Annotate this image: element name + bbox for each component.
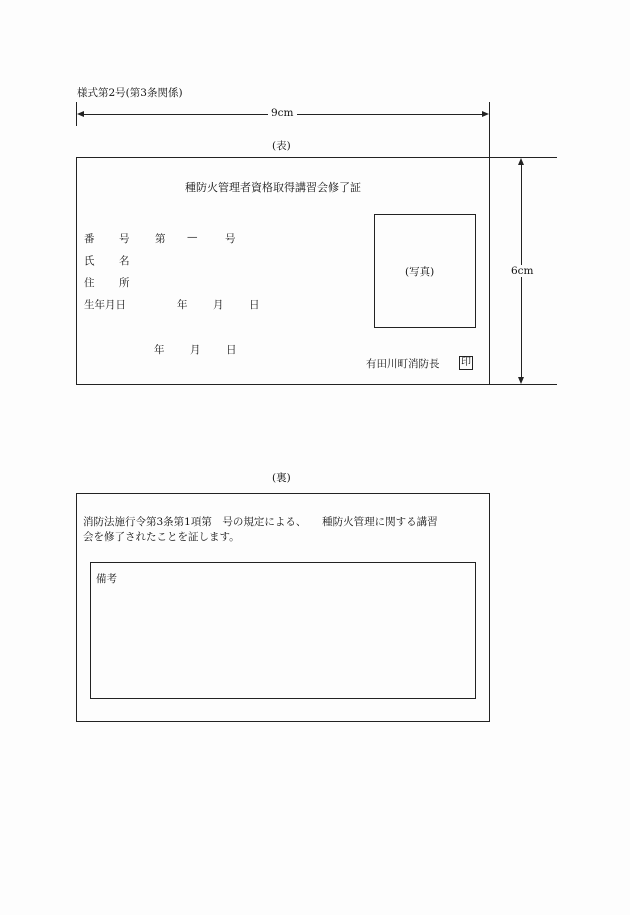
name-label-2: 名 bbox=[119, 255, 130, 267]
form-number: 様式第2号(第3条関係) bbox=[77, 87, 183, 99]
number-prefix: 第 bbox=[155, 233, 166, 245]
photo-label: (写真) bbox=[405, 266, 435, 278]
back-side-label: (裏) bbox=[272, 472, 291, 484]
address-label-2: 所 bbox=[119, 277, 130, 289]
name-label-1: 氏 bbox=[84, 255, 95, 267]
issue-year: 年 bbox=[154, 344, 165, 356]
arrow-up-icon bbox=[518, 158, 524, 165]
number-dash: — bbox=[187, 231, 198, 243]
dob-day: 日 bbox=[249, 299, 260, 311]
back-statement-line1: 消防法施行令第3条第1項第 号の規定による、 種防火管理に関する講習 bbox=[83, 516, 438, 528]
dob-year: 年 bbox=[177, 299, 188, 311]
issue-month: 月 bbox=[190, 344, 201, 356]
height-dimension-label: 6cm bbox=[508, 265, 537, 277]
issuer-name: 有田川町消防長 bbox=[366, 358, 440, 370]
back-statement-line2: 会を修了されたことを証します。 bbox=[83, 531, 240, 543]
width-dimension-label: 9cm bbox=[268, 107, 297, 119]
width-dimension-right-tick bbox=[489, 102, 490, 158]
arrow-right-icon bbox=[482, 111, 489, 117]
remarks-label: 備考 bbox=[96, 573, 117, 585]
number-suffix: 号 bbox=[225, 233, 236, 245]
height-dimension-bottom-ext bbox=[489, 384, 557, 385]
arrow-left-icon bbox=[77, 111, 84, 117]
number-label-2: 号 bbox=[119, 233, 130, 245]
issue-day: 日 bbox=[226, 344, 237, 356]
address-label-1: 住 bbox=[84, 277, 95, 289]
remarks-box bbox=[90, 562, 476, 699]
dob-label: 生年月日 bbox=[84, 299, 126, 311]
dob-month: 月 bbox=[213, 299, 224, 311]
certificate-title: 種防火管理者資格取得講習会修了証 bbox=[185, 181, 361, 194]
seal-stamp: 印 bbox=[461, 357, 471, 368]
number-label-1: 番 bbox=[84, 233, 95, 245]
front-side-label: (表) bbox=[272, 140, 291, 152]
arrow-down-icon bbox=[518, 377, 524, 384]
